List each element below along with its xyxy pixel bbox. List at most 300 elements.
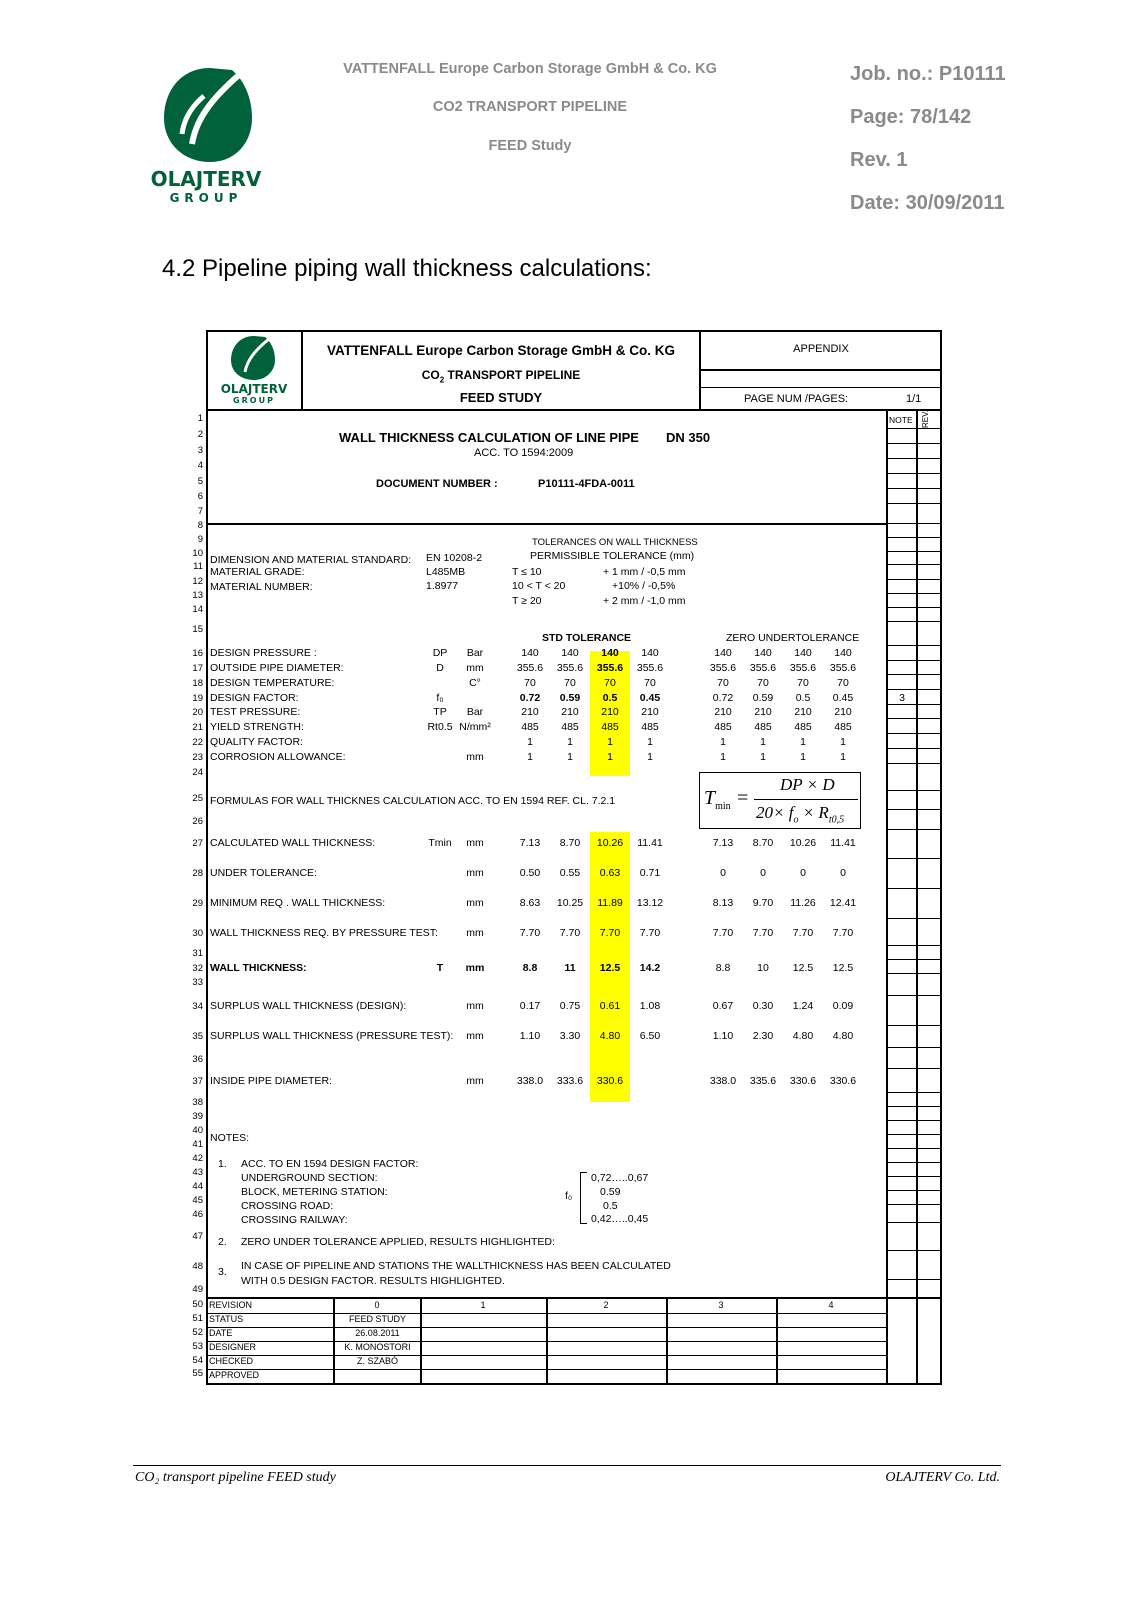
std-value: 8.70 [559, 837, 581, 849]
row-unit: mm [466, 897, 484, 909]
row-unit: C° [469, 677, 481, 689]
header-study: FEED Study [488, 138, 572, 154]
revision-label: APPROVED [209, 1370, 260, 1380]
row-label: UNDER TOLERANCE: [210, 867, 317, 879]
std-value: 210 [521, 706, 539, 718]
std-value: 0.50 [519, 867, 541, 879]
zero-value: 210 [754, 706, 772, 718]
number-label: MATERIAL NUMBER: [210, 581, 313, 593]
row-label: INSIDE PIPE DIAMETER: [210, 1075, 332, 1087]
note1-line: CROSSING ROAD: [241, 1200, 334, 1212]
zero-value: 355.6 [709, 662, 737, 674]
row-number: 40 [192, 1125, 203, 1136]
zero-value: 330.6 [789, 1075, 817, 1087]
row-number: 53 [192, 1341, 203, 1352]
zero-value: 8.13 [712, 897, 734, 909]
logo-subtext: GROUP [169, 191, 243, 202]
std-label: DIMENSION AND MATERIAL STANDARD: [210, 554, 412, 566]
row-label: QUALITY FACTOR: [210, 736, 303, 748]
zero-value: 1 [720, 736, 726, 748]
row-symbol: TP [433, 706, 447, 718]
row-number: 3 [197, 445, 203, 456]
zero-value: 2.30 [752, 1030, 774, 1042]
row-number: 1 [197, 413, 203, 424]
zero-value: 8.70 [752, 837, 774, 849]
row-unit: mm [466, 751, 484, 763]
zero-value: 7.70 [792, 927, 814, 939]
row-number: 19 [192, 693, 203, 704]
zero-value: 12.5 [832, 962, 854, 974]
formula-denominator: $20\times f_o \times R_{t0,5}$ [756, 803, 845, 826]
std-value: 10.26 [596, 837, 624, 849]
zero-value: 70 [717, 677, 729, 689]
std-value: 11.41 [637, 837, 663, 849]
sheet-logo [214, 334, 294, 406]
row-number: 9 [197, 534, 203, 545]
zero-value: 210 [834, 706, 852, 718]
section-title: 4.2 Pipeline piping wall thickness calculations: [162, 255, 652, 282]
std-value: 8.63 [519, 897, 541, 909]
row-unit: Bar [466, 647, 484, 659]
revision-value: Z. SZABÓ [356, 1356, 398, 1366]
row-number: 43 [192, 1167, 203, 1178]
zero-value: 140 [754, 647, 772, 659]
row-number: 6 [197, 491, 203, 502]
std-value: 1 [567, 751, 573, 763]
header-rev: Rev. 1 [850, 149, 908, 171]
row-number: 18 [192, 678, 203, 689]
row-number: 35 [192, 1031, 203, 1042]
std-value: 11.89 [597, 897, 623, 909]
revision-number: 0 [374, 1300, 380, 1310]
std-value: 1 [607, 736, 613, 748]
std-value: 1 [647, 751, 653, 763]
tol-val-2: +10% / -0,5% [612, 580, 676, 592]
svg-text:OLAJTERV: OLAJTERV [220, 382, 288, 396]
std-value: 0.72 [519, 692, 541, 704]
rev-column-label: REV. [921, 410, 930, 428]
zero-value: 1 [840, 751, 846, 763]
std-value: 338.0 [516, 1075, 544, 1087]
zero-value: 8.8 [715, 962, 731, 974]
row-label: DESIGN FACTOR: [210, 692, 299, 704]
std-value: 485 [601, 721, 619, 733]
row-symbol: f₀ [436, 692, 444, 704]
row-unit: mm [466, 1030, 484, 1042]
sheet-appendix: APPENDIX [793, 343, 849, 355]
row-label: YIELD STRENGTH: [210, 721, 304, 733]
zero-value: 140 [834, 647, 852, 659]
row-unit: mm [466, 1075, 484, 1087]
row-unit: mm [466, 1000, 484, 1012]
grade-value: L485MB [426, 566, 466, 578]
std-value: 1 [647, 736, 653, 748]
row-number: 23 [192, 752, 203, 763]
row-unit: mm [466, 867, 484, 879]
std-value: 140 [641, 647, 659, 659]
row-number: 46 [192, 1209, 203, 1220]
zero-value: 4.80 [792, 1030, 814, 1042]
zero-value: 0.09 [832, 1000, 854, 1012]
std-value: EN 10208-2 [426, 552, 483, 564]
row-label: WALL THICKNESS REQ. BY PRESSURE TEST: [210, 927, 438, 939]
zero-value: 1.24 [792, 1000, 814, 1012]
zero-value: 0.59 [752, 692, 774, 704]
zero-value: 210 [714, 706, 732, 718]
note3-line: WITH 0.5 DESIGN FACTOR. RESULTS HIGHLIGHTED. [241, 1275, 505, 1287]
fo-value: 0.5 [603, 1200, 618, 1212]
row-number: 42 [192, 1153, 203, 1164]
row-number: 8 [197, 520, 203, 531]
row-number: 49 [192, 1284, 203, 1295]
row-number: 24 [192, 767, 203, 778]
note1-line: CROSSING RAILWAY: [241, 1214, 348, 1226]
std-value: 13.12 [636, 897, 664, 909]
std-value: 4.80 [599, 1030, 621, 1042]
row-number: 39 [192, 1111, 203, 1122]
row-number: 41 [192, 1139, 203, 1150]
row-number: 11 [193, 561, 203, 572]
row-unit: mm [466, 927, 484, 939]
std-value: 485 [641, 721, 659, 733]
std-value: 3.30 [559, 1030, 581, 1042]
std-value: 7.70 [599, 927, 621, 939]
sheet-dn: DN 350 [666, 430, 711, 445]
sheet-standard-ref: ACC. TO 1594:2009 [474, 447, 574, 459]
std-value: 7.70 [639, 927, 661, 939]
row-number: 37 [192, 1076, 203, 1087]
zero-value: 0 [720, 867, 726, 879]
row-label: DESIGN TEMPERATURE: [210, 677, 335, 689]
row-number: 31 [192, 948, 203, 959]
zero-value: 70 [837, 677, 849, 689]
row-number: 16 [192, 648, 203, 659]
row-number: 20 [192, 707, 203, 718]
row-number: 10 [192, 548, 203, 559]
row-number: 55 [192, 1368, 203, 1379]
row-number: 28 [192, 868, 203, 879]
std-value: 70 [644, 677, 656, 689]
page-num-value: 1/1 [906, 393, 922, 405]
row-label: CALCULATED WALL THICKNESS: [210, 837, 376, 849]
tol-cond-1: T ≤ 10 [512, 566, 542, 578]
row-unit: Bar [466, 706, 484, 718]
doc-number-value: P10111-4FDA-0011 [538, 478, 635, 490]
grade-label: MATERIAL GRADE: [210, 566, 305, 578]
revision-label: STATUS [209, 1314, 244, 1324]
zero-value: 0.30 [752, 1000, 774, 1012]
row-number: 17 [192, 663, 203, 674]
note2-number: 2. [218, 1236, 227, 1248]
row-number: 32 [192, 963, 203, 974]
std-value: 11 [564, 962, 576, 974]
std-value: 70 [564, 677, 576, 689]
zero-value: 10.26 [789, 837, 817, 849]
zero-value: 11.41 [830, 837, 856, 849]
zero-value: 10 [757, 962, 769, 974]
row-number: 14 [192, 604, 203, 615]
note3-line: IN CASE OF PIPELINE AND STATIONS THE WALLTHICKNESS HAS BEEN CALCULATED [241, 1260, 671, 1272]
row-symbol: Tmin [428, 837, 452, 849]
zero-tolerance-header: ZERO UNDERTOLERANCE [726, 632, 860, 644]
header-date: Date: 30/09/2011 [850, 192, 1005, 214]
row-number: 2 [197, 429, 203, 440]
row-number: 22 [192, 737, 203, 748]
doc-number-label: DOCUMENT NUMBER : [376, 478, 498, 490]
std-value: 0.59 [559, 692, 581, 704]
fo-value: 0,42…..0,45 [591, 1213, 649, 1225]
row-number: 5 [197, 476, 203, 487]
zero-value: 9.70 [752, 897, 774, 909]
tol-cond-2: 10 < T < 20 [512, 580, 566, 592]
zero-value: 355.6 [829, 662, 857, 674]
std-value: 70 [524, 677, 536, 689]
std-value: 0.5 [602, 692, 618, 704]
row-number: 4 [197, 460, 203, 471]
zero-value: 485 [794, 721, 812, 733]
zero-value: 140 [794, 647, 812, 659]
tolerance-title: TOLERANCES ON WALL THICKNESS [532, 537, 698, 548]
row-number: 27 [192, 838, 203, 849]
std-tolerance-header: STD TOLERANCE [542, 632, 632, 644]
number-value: 1.8977 [426, 580, 459, 592]
std-value: 0.75 [559, 1000, 581, 1012]
row-label: DESIGN PRESSURE : [210, 647, 317, 659]
std-value: 1.10 [519, 1030, 541, 1042]
std-value: 485 [521, 721, 539, 733]
row-number: 12 [192, 576, 203, 587]
row-unit: mm [465, 962, 485, 974]
std-value: 70 [604, 677, 616, 689]
header-project: CO2 TRANSPORT PIPELINE [432, 99, 628, 115]
zero-value: 0 [840, 867, 846, 879]
zero-value: 210 [794, 706, 812, 718]
std-value: 7.70 [519, 927, 541, 939]
zero-value: 12.5 [792, 962, 814, 974]
note-value: 3 [899, 692, 905, 704]
row-number: 44 [192, 1181, 203, 1192]
header-company: VATTENFALL Europe Carbon Storage GmbH & Co. KG [343, 61, 717, 77]
formula-lhs: $T_{min}$ = [704, 787, 750, 812]
page-num-label: PAGE NUM /PAGES: [744, 393, 849, 405]
std-value: 8.8 [522, 962, 538, 974]
std-value: 10.25 [556, 897, 584, 909]
row-number: 34 [192, 1001, 203, 1012]
zero-value: 0.67 [712, 1000, 734, 1012]
footer-left: CO₂ transport pipeline FEED study [135, 1470, 336, 1485]
std-value: 0.71 [639, 867, 661, 879]
std-value: 210 [641, 706, 659, 718]
sheet-title: WALL THICKNESS CALCULATION OF LINE PIPE [339, 430, 639, 445]
row-unit: mm [466, 837, 484, 849]
revision-number: 3 [718, 1300, 724, 1310]
revision-label: CHECKED [209, 1356, 254, 1366]
row-number: 29 [192, 898, 203, 909]
revision-label: DESIGNER [209, 1342, 257, 1352]
note1-line: ACC. TO EN 1594 DESIGN FACTOR: [241, 1158, 419, 1170]
zero-value: 70 [797, 677, 809, 689]
formula-box [699, 772, 861, 829]
fo-bracket [580, 1172, 587, 1224]
zero-value: 330.6 [829, 1075, 857, 1087]
revision-number: 2 [603, 1300, 609, 1310]
row-number: 45 [192, 1195, 203, 1206]
std-value: 355.6 [556, 662, 584, 674]
row-label: SURPLUS WALL THICKNESS (DESIGN): [210, 1000, 407, 1012]
note1-line: UNDERGROUND SECTION: [241, 1172, 378, 1184]
row-symbol: D [436, 662, 444, 674]
std-value: 485 [561, 721, 579, 733]
zero-value: 0.5 [795, 692, 811, 704]
zero-value: 1 [840, 736, 846, 748]
std-value: 0.45 [639, 692, 661, 704]
std-value: 355.6 [596, 662, 624, 674]
row-symbol: DP [432, 647, 448, 659]
zero-value: 1 [800, 751, 806, 763]
zero-value: 1 [720, 751, 726, 763]
std-value: 1 [527, 751, 533, 763]
row-unit: N/mm² [459, 721, 491, 733]
row-number: 21 [192, 722, 203, 733]
fo-value: 0,72…..0,67 [591, 1172, 649, 1184]
zero-value: 1 [760, 751, 766, 763]
zero-value: 1.10 [712, 1030, 734, 1042]
zero-value: 0.72 [712, 692, 734, 704]
row-number: 13 [192, 590, 203, 601]
revision-value: FEED STUDY [348, 1314, 406, 1324]
notes-label: NOTES: [210, 1132, 250, 1144]
row-number: 15 [192, 624, 203, 635]
zero-value: 70 [757, 677, 769, 689]
std-value: 12.5 [599, 962, 621, 974]
std-value: 7.13 [519, 837, 541, 849]
zero-value: 338.0 [709, 1075, 737, 1087]
row-number: 38 [192, 1097, 203, 1108]
std-value: 140 [601, 647, 619, 659]
zero-value: 0 [760, 867, 766, 879]
std-value: 6.50 [639, 1030, 661, 1042]
row-number: 47 [192, 1231, 203, 1242]
row-number: 7 [197, 506, 203, 517]
row-number: 36 [192, 1054, 203, 1065]
zero-value: 7.13 [712, 837, 734, 849]
zero-value: 1 [760, 736, 766, 748]
std-value: 0.55 [559, 867, 581, 879]
zero-value: 485 [834, 721, 852, 733]
header-page: Page: 78/142 [850, 106, 972, 128]
revision-value: 26.08.2011 [355, 1328, 400, 1338]
zero-value: 4.80 [832, 1030, 854, 1042]
std-value: 333.6 [556, 1075, 584, 1087]
row-number: 33 [192, 977, 203, 988]
note1-line: BLOCK, METERING STATION: [241, 1186, 388, 1198]
zero-value: 7.70 [832, 927, 854, 939]
zero-value: 355.6 [749, 662, 777, 674]
revision-label: DATE [209, 1328, 233, 1338]
row-number: 26 [192, 816, 203, 827]
row-label: MINIMUM REQ . WALL THICKNESS: [210, 897, 386, 909]
std-value: 140 [521, 647, 539, 659]
formula-label: FORMULAS FOR WALL THICKNES CALCULATION ACC. TO EN 1594 REF. CL. 7.2.1 [210, 795, 616, 807]
revision-number: 4 [828, 1300, 834, 1310]
std-value: 0.61 [599, 1000, 621, 1012]
note3-number: 3. [218, 1266, 227, 1278]
olajterv-logo [140, 62, 280, 202]
tol-val-3: + 2 mm / -1,0 mm [603, 595, 686, 607]
std-value: 1 [527, 736, 533, 748]
zero-value: 485 [754, 721, 772, 733]
std-value: 14.2 [639, 962, 661, 974]
zero-value: 0 [800, 867, 806, 879]
leaf-logo-small-icon [214, 334, 294, 406]
zero-value: 1 [800, 736, 806, 748]
zero-value: 0.45 [832, 692, 854, 704]
std-value: 1 [607, 751, 613, 763]
row-number: 52 [192, 1327, 203, 1338]
tol-val-1: + 1 mm / -0,5 mm [603, 566, 686, 578]
row-number: 50 [192, 1299, 203, 1310]
zero-value: 7.70 [752, 927, 774, 939]
zero-value: 355.6 [789, 662, 817, 674]
zero-value: 7.70 [712, 927, 734, 939]
fo-symbol: f₀ [565, 1190, 573, 1202]
std-value: 1 [567, 736, 573, 748]
std-value: 0.17 [519, 1000, 541, 1012]
zero-value: 485 [714, 721, 732, 733]
svg-text:GROUP: GROUP [233, 396, 275, 405]
fo-value: 0.59 [600, 1186, 621, 1198]
revision-number: 1 [480, 1300, 486, 1310]
logo-text: OLAJTERV [150, 167, 262, 191]
row-label: OUTSIDE PIPE DIAMETER: [210, 662, 344, 674]
row-label: CORROSION ALLOWANCE: [210, 751, 346, 763]
note2-text: ZERO UNDER TOLERANCE APPLIED, RESULTS HIGHLIGHTED: [241, 1236, 555, 1248]
revision-label: REVISION [209, 1300, 253, 1310]
row-label: SURPLUS WALL THICKNESS (PRESSURE TEST): [210, 1030, 454, 1042]
row-number: 54 [192, 1355, 203, 1366]
leaf-logo-icon [140, 62, 280, 202]
std-value: 355.6 [516, 662, 544, 674]
tolerance-subtitle: PERMISSIBLE TOLERANCE (mm) [530, 550, 695, 562]
sheet-company: VATTENFALL Europe Carbon Storage GmbH & Co. KG [326, 343, 675, 358]
footer-right: OLAJTERV Co. Ltd. [885, 1470, 1000, 1485]
row-label: WALL THICKNESS: [210, 962, 307, 974]
row-symbol: T [436, 962, 444, 974]
note1-number: 1. [218, 1158, 227, 1170]
row-unit: mm [466, 662, 484, 674]
zero-value: 335.6 [749, 1075, 777, 1087]
revision-value: K. MONOSTORI [344, 1342, 411, 1352]
formula-numerator: DP × D [780, 775, 835, 794]
std-value: 140 [561, 647, 579, 659]
std-value: 0.63 [599, 867, 621, 879]
row-number: 25 [192, 793, 203, 804]
std-value: 1.08 [639, 1000, 661, 1012]
sheet-feed: FEED STUDY [459, 390, 543, 405]
row-label: TEST PRESSURE: [210, 706, 301, 718]
std-value: 7.70 [559, 927, 581, 939]
zero-value: 11.26 [790, 897, 816, 909]
std-value: 210 [601, 706, 619, 718]
zero-value: 140 [714, 647, 732, 659]
sheet-project: $CO_2$ TRANSPORT PIPELINE [421, 368, 581, 385]
row-number: 48 [192, 1261, 203, 1272]
header-job-number: Job. no.: P10111 [850, 63, 1006, 85]
std-value: 210 [561, 706, 579, 718]
tol-cond-3: T ≥ 20 [512, 595, 542, 607]
row-symbol: Rt0.5 [427, 721, 453, 733]
row-number: 51 [192, 1313, 203, 1324]
